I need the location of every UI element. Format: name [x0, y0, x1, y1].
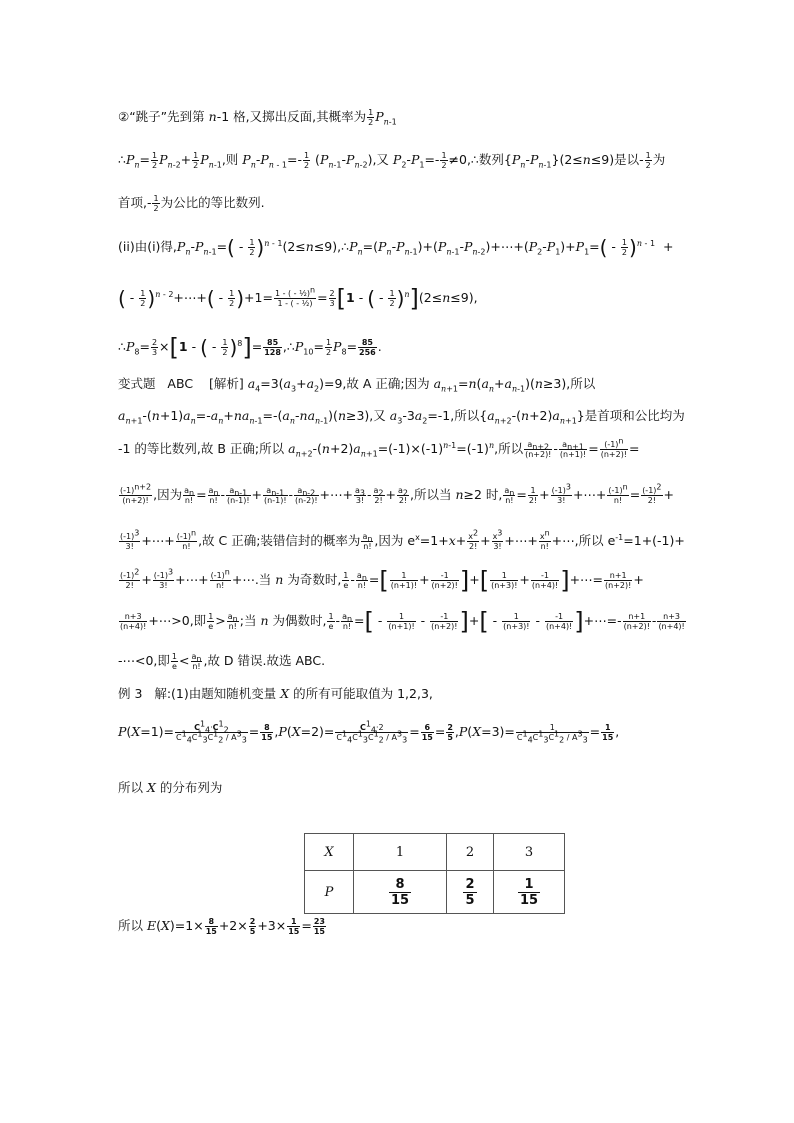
text-line-2: $\therefore P_n=$ $\frac{1}{2}$ $P_{n-2}+$ $\frac{1}{2}$ $P_{n-1}$,则 $P_n-P_{n - 1}=-$ $\frac{1}{2}$ $(P_{n-1}-P_{n-2})$,又 $P_2-P_1=-$ $\frac{1}{2}$ ≠0,∴数列$\{P_n-P_{n-1}\}(2\le n\le 9)$是以- $\frac{1}{2}$ 为: [118, 151, 666, 170]
text-line-15: 例 3 解:(1)由题知随机变量 X 的所有可能取值为 1,2,3,: [118, 686, 433, 701]
text-line-6: $\therefore P_8=$ $\frac{2}{3}$ ×[1 - ( - $\frac{1}{2}$ )$^8$]= $\frac{85}{128}$ $,\therefore P_{10}=$ $\frac{1}{2}$ $P_8=$ $\frac{85}{256}$ .: [118, 333, 382, 362]
text-line-8: $a_{n+1}-(n+1)a_n=-a_n+na_{n-1}=-(a_n-na_{n-1})(n\ge 3)$,又 $a_3-3a_2=-1$,所以$\{a_{n+2}-(n+2)a_{n+1}\}$是首项和公比均为: [118, 408, 685, 426]
table-row-label: P: [305, 871, 354, 914]
text-line-5: ( - $\frac{1}{2}$ )$^{n - 2}$+⋯+( - $\frac{1}{2}$ )+1= $\frac{1 - ( - \frac{1}{2})^n}{\text{1 - ( - ½)}}$ = $\frac{2}{3}$ [1 - ( - $\frac{1}{2}$ )$^n$](2≤n≤9),: [118, 284, 478, 313]
table-row: [305, 871, 565, 914]
table-header-cell: 3: [494, 834, 565, 871]
table-header-cell: 2: [447, 834, 494, 871]
text-line-16: P(X=1)= $\frac{C^1_4\cdot C^1_2}{C^1_4C^1_3C^1_2 / A^3_3}$ = $\frac{8}{15}$ ,P(X=2)= $\frac{C^1_4\cdot 2}{C^1_4C^1_3C^1_2 / A^3_3}$ = $\frac{6}{15}$ = $\frac{2}{5}$ ,P(X=3)= $\frac{1}{C^1_4C^1_3C^1_2 / A^3_3}$ = $\frac{1}{15}$ ,: [118, 719, 620, 745]
text-line-4: (ii)由(i)得$,P_n-P_{n-1}=$( - $\frac{1}{2}$ )$^{n - 1}(2\le n\le 9),\therefore P_n=(P_n-P_{n-1})+(P_{n-1}-P_{n-2})+\cdots+(P_2-P_1)+P_1=$( - $\frac{1}{2}$ )$^{n - 1}$ +: [118, 235, 674, 260]
text-line-3: 首项,- $\frac{1}{2}$ 为公比的等比数列.: [118, 194, 265, 213]
table-cell: $\frac{2}{5}$: [447, 871, 494, 914]
text-line-11: $\frac{(-1)^3}{3!}$ +⋯+ $\frac{(-1)^n}{n!}$ ,故 C 正确;装错信封的概率为 $\frac{a_n}{n!}$ ,因为 $e^x=1+x+$ $\frac{x^2}{2!}$ + $\frac{x^3}{3!}$ +⋯+ $\frac{x^n}{n!}$ +⋯,所以 $e^{-1}=1+(-1)+$: [120, 528, 685, 551]
text-line-18: 所以 E(X)=1× $\frac{8}{15}$ +2× $\frac{2}{5}$ +3× $\frac{1}{15}$ = $\frac{23}{15}$: [118, 917, 325, 936]
table-cell: $\frac{8}{15}$: [354, 871, 447, 914]
table-cell: $\frac{1}{15}$: [494, 871, 565, 914]
distribution-table: [304, 833, 565, 914]
text-line-17: 所以 X 的分布列为: [118, 780, 223, 795]
text-line-1: ②“跳子”先到第 n-1 格,又掷出反面,其概率为 $\frac{1}{2}$ $P_{n-1}$: [118, 108, 397, 127]
text-line-13: $\frac{n+3}{(n+4)!}$ +⋯>0,即 $\frac{1}{e}$ > $\frac{a_n}{n!}$ ;当 n 为偶数时, $\frac{1}{e}$ - $\frac{a_n}{n!}$ =[ - $\frac{1}{(n+1)!}$ - $\frac{-1}{(n+2)!}$ ]+[ - $\frac{1}{(n+3)!}$ - $\frac{-1}{(n+4)!}$ ]+⋯=- $\frac{n+1}{(n+2)!}$ - $\frac{n+3}{(n+4)!}$: [120, 607, 685, 636]
table-row: [305, 834, 565, 871]
text-line-10: $\frac{(-1)^{n+2}}{(n+2)!}$ ,因为 $\frac{a_n}{n!}$ = $\frac{a_n}{n!}$ - $\frac{a_{n-1}}{(n-1)!}$ + $\frac{a_{n-1}}{(n-1)!}$ - $\frac{a_{n-2}}{(n-2)!}$ +⋯+ $\frac{a_3}{3!}$ - $\frac{a_2}{2!}$ + $\frac{a_2}{2!}$ ,所以当 n≥2 时, $\frac{a_n}{n!}$ = $\frac{1}{2!}$ + $\frac{(-1)^3}{3!}$ +⋯+ $\frac{(-1)^n}{n!}$ = $\frac{(-1)^2}{2!}$ +: [120, 482, 674, 505]
table-header-cell: X: [305, 834, 354, 871]
text-line-14: -⋯<0,即 $\frac{1}{e}$ < $\frac{a_n}{n!}$ ,故 D 错误.故选 ABC.: [118, 652, 326, 671]
text-line-9: -1 的等比数列,故 B 正确;所以 $a_{n+2}-(n+2)a_{n+1}=(-1)\times(-1)^{n-1}=(-1)^n$,所以 $\frac{a_{n+2}}{(n+2)!}$ - $\frac{a_{n+1}}{(n+1)!}$ = $\frac{(-1)^n}{(n+2)!}$ =: [118, 436, 640, 459]
table-header-cell: 1: [354, 834, 447, 871]
text-line-7: 变式题 ABC [解析] $a_4=3(a_3+a_2)=9$,故 A 正确;因为 $a_{n+1}=n(a_n+a_{n-1})(n\ge 3)$,所以: [118, 376, 596, 394]
text-line-12: $\frac{(-1)^2}{2!}$ + $\frac{(-1)^3}{3!}$ +⋯+ $\frac{(-1)^n}{n!}$ +⋯.当 n 为奇数时, $\frac{1}{e}$ - $\frac{a_n}{n!}$ =[ $\frac{1}{(n+1)!}$ + $\frac{-1}{(n+2)!}$ ]+[ $\frac{1}{(n+3)!}$ + $\frac{-1}{(n+4)!}$ ]+⋯= $\frac{n+1}{(n+2)!}$ +: [120, 566, 644, 595]
